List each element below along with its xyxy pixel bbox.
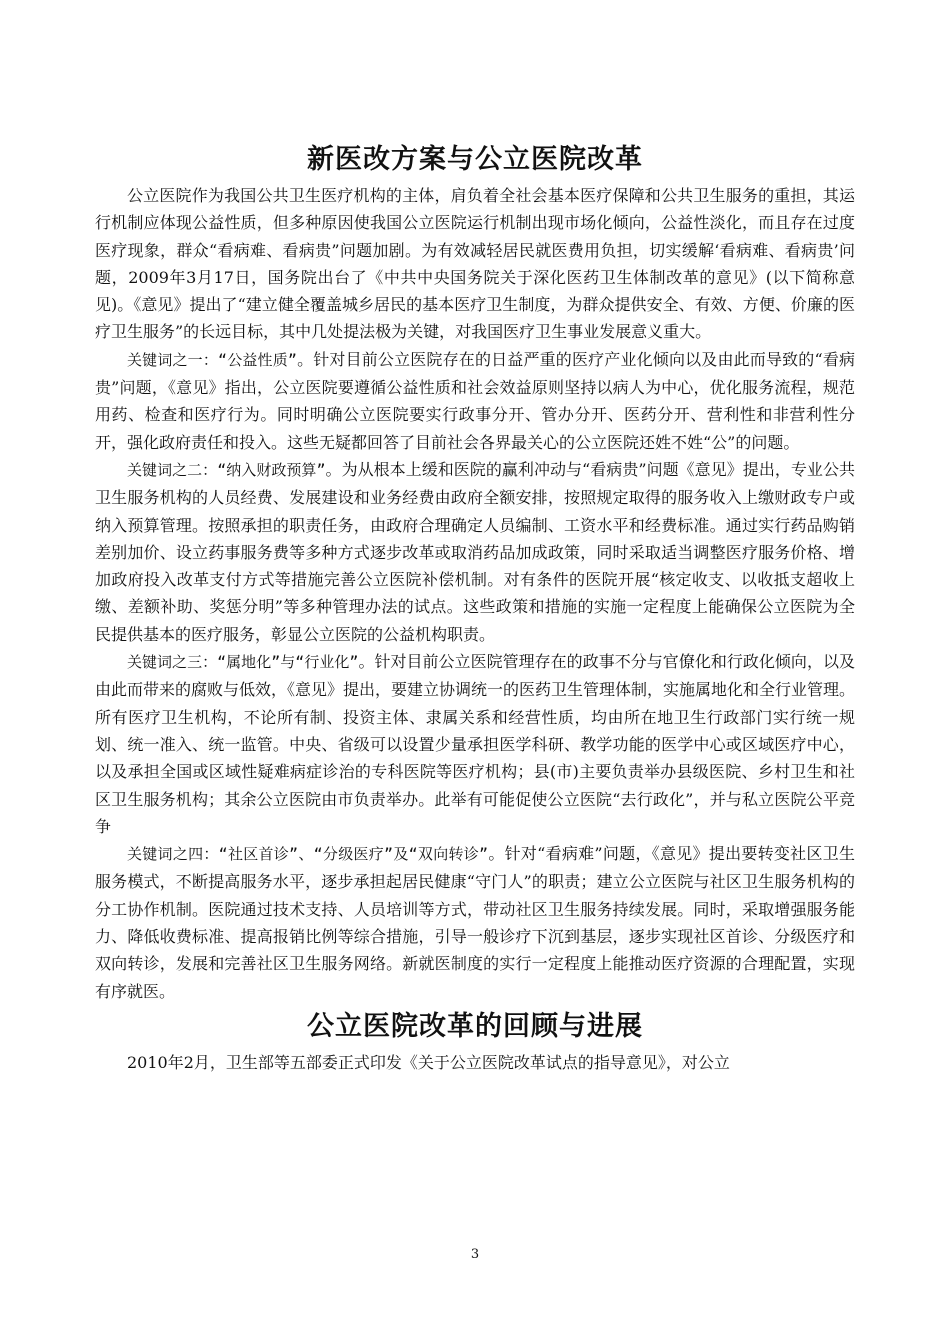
- paragraph-review-intro: [95, 1049, 855, 1076]
- keyword-label: 关键词之三：“属地化”与“行业化”: [127, 653, 359, 672]
- paragraph-keyword-2: [95, 456, 855, 648]
- paragraph-keyword-4: [95, 840, 855, 1005]
- paragraph-keyword-1: [95, 346, 855, 456]
- page-content: [95, 138, 855, 1076]
- paragraph-text: 。针对目前公立医院管理存在的政事不分与官僚化和行政化倾向，以及由此而带来的腐败与低效，《意见》提出，要建立协调统一的医药卫生管理体制，实施属地化和全行业管理。所有医疗卫生机构，不论所有制、投资主体、隶属关系和经营性质，均由所在地卫生行政部门实行统一规划、统一准入、统一监管。中央、省级可以设置少量承担医学科研、教学功能的医学中心或区域医疗中心，以及承担全国或区域性疑难病症诊治的专科医院等医疗机构；县(市)主要负责举办县级医院、乡村卫生和社区卫生服务机构；其余公立医院由市负责举办。此举有可能促使公立医院“去行政化”，并与私立医院公平竞争: [95, 652, 856, 836]
- section-title-reform-plan: 新医改方案与公立医院改革: [307, 144, 643, 175]
- page-number: 3: [470, 1247, 480, 1262]
- paragraph-text: 。为从根本上缓和医院的赢利冲动与“看病贵”问题《意见》提出，专业公共卫生服务机构的人员经费、发展建设和业务经费由政府全额安排，按照规定取得的服务收入上缴财政专户或纳入预算管理。按照承担的职责任务，由政府合理确定人员编制、工资水平和经费标准。通过实行药品购销差别加价、设立药事服务费等多种方式逐步改革或取消药品加成政策，同时采取适当调整医疗服务价格、增加政府投入改革支付方式等措施完善公立医院补偿机制。对有条件的医院开展“核定收支、以收抵支超收上缴、差额补助、奖惩分明”等多种管理办法的试点。这些政策和措施的实施一定程度上能确保公立医院为全民提供基本的医疗服务，彰显公立医院的公益机构职责。: [95, 459, 855, 644]
- keyword-label: 关键词之一：“公益性质”: [127, 350, 297, 369]
- paragraph-text: 。针对“看病难”问题，《意见》提出要转变社区卫生服务模式，不断提高服务水平，逐步承担起居民健康“守门人”的职责；建立公立医院与社区卫生服务机构的分工协作机制。医院通过技术支持、人员培训等方式，带动社区卫生服务持续发展。同时，采取增强服务能力、降低收费标准、提高报销比例等综合措施，引导一般诊疗下沉到基层，逐步实现社区首诊、分级医疗和双向转诊，发展和完善社区卫生服务网络。新就医制度的实行一定程度上能推动医疗资源的合理配置，实现有序就医。: [95, 844, 855, 1001]
- keyword-label: 关键词之四：“社区首诊”、“分级医疗”及“双向转诊”: [127, 845, 489, 864]
- paragraph-intro: [95, 182, 855, 346]
- section-title-review-progress: 公立医院改革的回顾与进展: [307, 1010, 643, 1042]
- paragraph-text: 。针对目前公立医院存在的日益严重的医疗产业化倾向以及由此而导致的“看病贵”问题，《意见》指出，公立医院要遵循公益性质和社会效益原则坚持以病人为中心，优化服务流程，规范用药、检查和医疗行为。同时明确公立医院要实行政事分开、管办分开、医药分开、营利性和非营利性分开，强化政府责任和投入。这些无疑都回答了目前社会各界最关心的公立医院还姓不姓“公”的问题。: [95, 349, 855, 452]
- paragraph-text: 公立医院作为我国公共卫生医疗机构的主体，肩负着全社会基本医疗保障和公共卫生服务的重担，其运行机制应体现公益性质，但多种原因使我国公立医院运行机制出现市场化倾向，公益性淡化，而且存在过度医疗现象，群众“看病难、看病贵”问题加剧。为有效减轻居民就医费用负担，切实缓解‘看病难、看病贵’问题，2009年3月17日，国务院出台了《中共中央国务院关于深化医药卫生体制改革的意见》(以下简称意见)。《意见》提出了“建立健全覆盖城乡居民的基本医疗卫生制度，为群众提供安全、有效、方便、价廉的医疗卫生服务”的长远目标，其中几处提法极为关键，对我国医疗卫生事业发展意义重大。: [95, 186, 855, 342]
- keyword-label: 关键词之二：“纳入财政预算”: [127, 460, 326, 479]
- paragraph-keyword-3: [95, 648, 855, 840]
- paragraph-text: 2010年2月，卫生部等五部委正式印发《关于公立医院改革试点的指导意见》，对公立: [127, 1052, 730, 1072]
